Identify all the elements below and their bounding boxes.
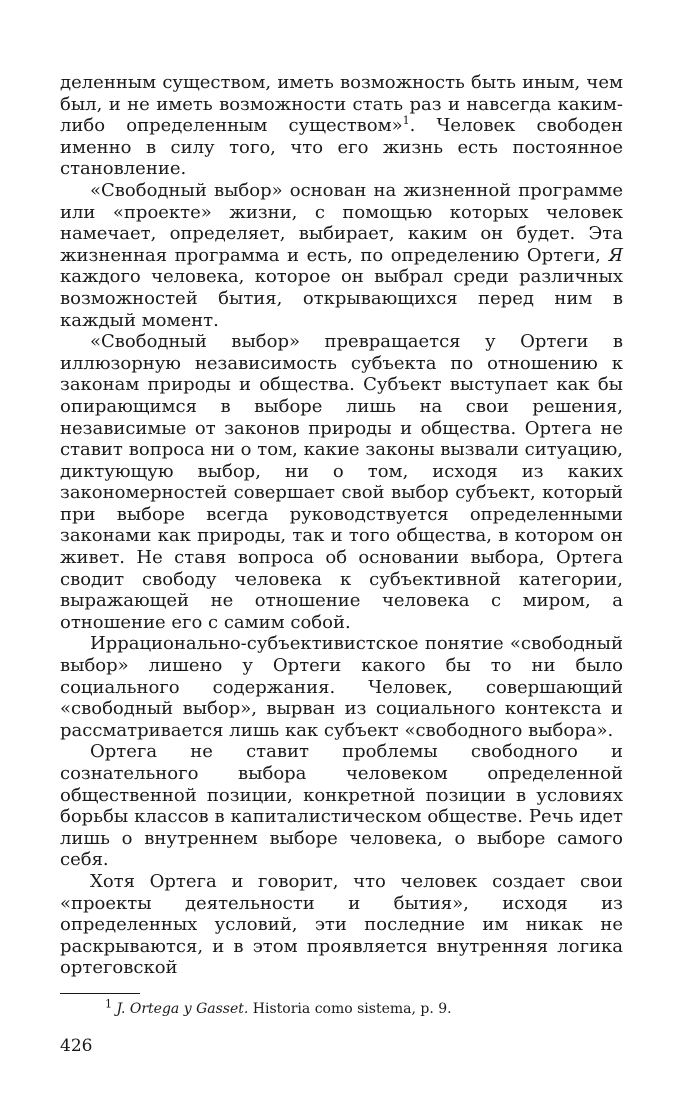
paragraph-text: «Свободный выбор» основан на жизненной программе или «проекте» жизни, с помощью которых человек намечает, определяет, выбирает, каким он будет. Эта жизненная программа и есть, по определению Ортеги,: [60, 179, 623, 266]
paragraph-text-after: . Человек свободен именно в силу того, что его жизнь есть постоянное становление.: [60, 115, 623, 180]
book-page: [60, 72, 623, 1056]
paragraph-text-after: каждого человека, которое он выбрал среди различных возможностей бытия, открывающихся перед ним в каждый момент.: [60, 266, 623, 331]
paragraph-projects: Хотя Ортега и говорит, что человек создает свои «проекты деятельности и бытия», исходя из определенных условий, эти последние им никак не раскрываются, и в этом проявляется внутренняя логика ортеговской: [60, 870, 623, 979]
paragraph-text: деленным существом, иметь возможность быть иным, чем был, и не иметь возможности стать раз и навсегда каким-либо определенным существом»: [60, 72, 623, 137]
paragraph-free-choice: [60, 180, 623, 331]
paragraph-illusory-independence: «Свободный выбор» превращается у Ортеги в иллюзорную независимость субъекта по отношению к законам природы и общества. Субъект выступает как бы опирающимся в выборе лишь на свои решения, независимые от законов природы и общества. Ортега не ставит вопроса ни о том, какие законы вызвали ситуацию, диктующую выбор, ни о том, исходя из каких закономерностей совершает свой выбор субъект, который при выборе всегда руководствуется определенными законами как природы, так и того общества, в котором он живет. Не ставя вопроса об основании выбора, Ортега сводит свободу человека к субъективной категории, выражающей не отношение человека с миром, а отношение его с самим собой.: [60, 331, 623, 633]
footnote-divider: [60, 993, 140, 994]
footnote-title: Historia como sistema, p. 9.: [252, 1000, 452, 1017]
page-number: 426: [60, 1035, 93, 1056]
paragraph-social-position: Ортега не ставит проблемы свободного и сознательного выбора человеком определенной общественной позиции, конкретной позиции в условиях борьбы классов в капиталистическом обществе. Речь идет лишь о внутреннем выборе человека, о выборе самого себя.: [60, 741, 623, 871]
footnote-reference: 1: [402, 114, 410, 128]
footnote: [60, 997, 623, 1018]
paragraph-irrational-concept: Иррационально-субъективистское понятие «свободный выбор» лишено у Ортеги какого бы то ни было социального содержания. Человек, совершающий «свободный выбор», вырван из социального контекста и рассматривается лишь как субъект «свободного выбора».: [60, 633, 623, 741]
emphasis-ya: Я: [608, 244, 623, 266]
footnote-marker: 1: [105, 997, 112, 1011]
paragraph-continuation: [60, 72, 623, 180]
footnote-author: J. Ortega y Gasset.: [116, 1000, 249, 1017]
